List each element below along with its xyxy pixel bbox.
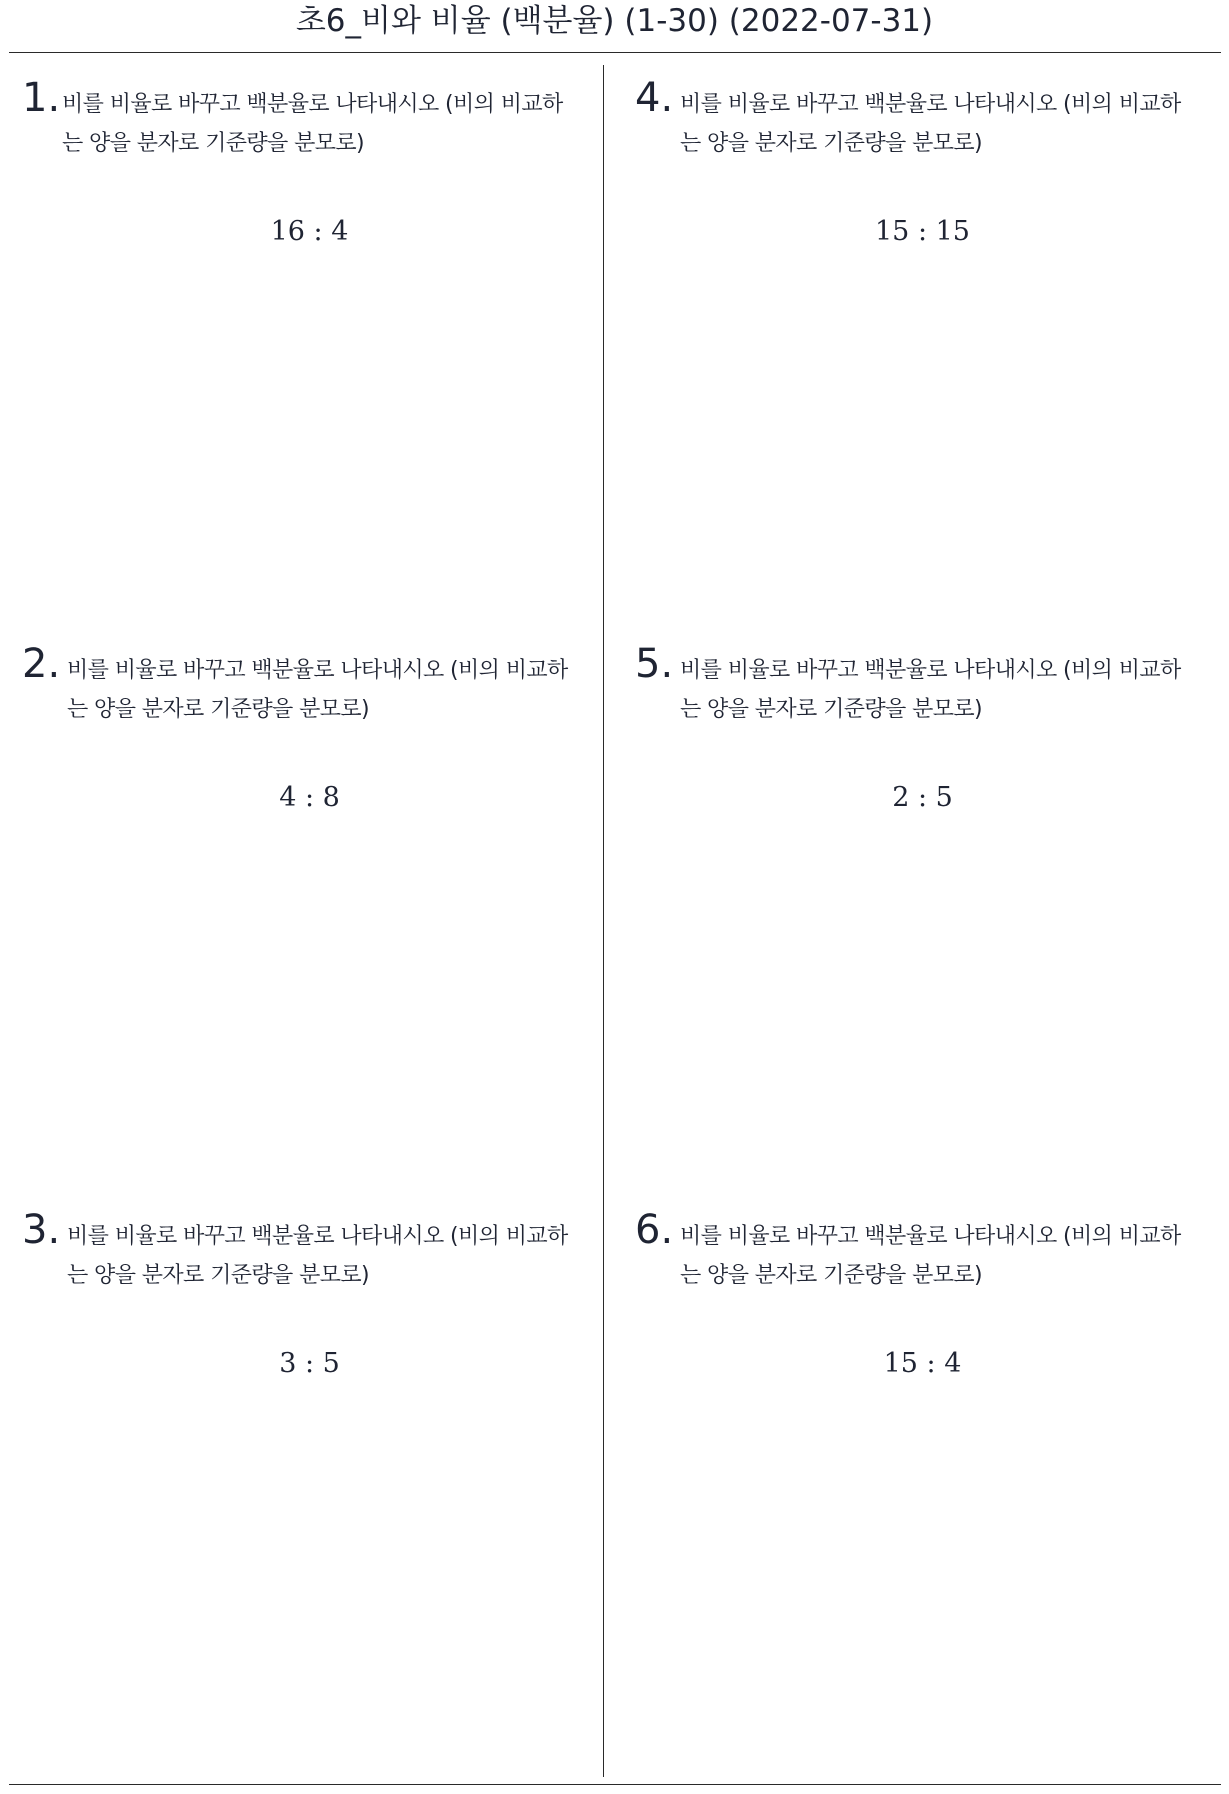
instruction-line-1: 비를 비율로 바꾸고 백분율로 나타내시오 (비의 비교하	[67, 658, 568, 683]
instruction-line-2: 는 양을 분자로 기준량을 분모로)	[67, 1263, 370, 1288]
problem-3	[22, 1208, 582, 1728]
instruction-line-1: 비를 비율로 바꾸고 백분율로 나타내시오 (비의 비교하	[680, 1224, 1181, 1249]
instruction-line-2: 는 양을 분자로 기준량을 분모로)	[62, 131, 365, 156]
problem-number: 1.	[22, 75, 61, 121]
problem-ratio: 15 : 4	[883, 1348, 962, 1379]
column-divider	[603, 65, 604, 1777]
instruction-line-2: 는 양을 분자로 기준량을 분모로)	[680, 697, 983, 722]
instruction-line-2: 는 양을 분자로 기준량을 분모로)	[680, 131, 983, 156]
problem-ratio: 16 : 4	[270, 216, 349, 247]
problem-number: 5.	[635, 641, 674, 687]
bottom-rule	[9, 1784, 1221, 1785]
instruction-line-1: 비를 비율로 바꾸고 백분율로 나타내시오 (비의 비교하	[680, 658, 1181, 683]
problem-instruction	[680, 85, 1180, 163]
problem-instruction	[67, 651, 567, 729]
problem-number: 2.	[22, 641, 61, 687]
page-title: 초6_비와 비율 (백분율) (1-30) (2022-07-31)	[295, 3, 934, 39]
problem-ratio: 15 : 15	[875, 216, 970, 247]
problem-instruction	[62, 85, 562, 163]
problem-5	[635, 642, 1195, 1162]
problem-number: 4.	[635, 75, 674, 121]
problem-instruction	[680, 1217, 1180, 1295]
problem-1	[22, 76, 582, 596]
problem-ratio: 2 : 5	[892, 782, 953, 813]
problem-number: 3.	[22, 1207, 61, 1253]
problem-6	[635, 1208, 1195, 1728]
instruction-line-1: 비를 비율로 바꾸고 백분율로 나타내시오 (비의 비교하	[62, 92, 563, 117]
instruction-line-2: 는 양을 분자로 기준량을 분모로)	[680, 1263, 983, 1288]
problem-ratio: 3 : 5	[279, 1348, 340, 1379]
problem-instruction	[67, 1217, 567, 1295]
problem-2	[22, 642, 582, 1162]
problem-instruction	[680, 651, 1180, 729]
instruction-line-2: 는 양을 분자로 기준량을 분모로)	[67, 697, 370, 722]
problem-4	[635, 76, 1195, 596]
problem-number: 6.	[635, 1207, 674, 1253]
top-rule	[9, 52, 1221, 53]
instruction-line-1: 비를 비율로 바꾸고 백분율로 나타내시오 (비의 비교하	[680, 92, 1181, 117]
instruction-line-1: 비를 비율로 바꾸고 백분율로 나타내시오 (비의 비교하	[67, 1224, 568, 1249]
problem-ratio: 4 : 8	[279, 782, 340, 813]
